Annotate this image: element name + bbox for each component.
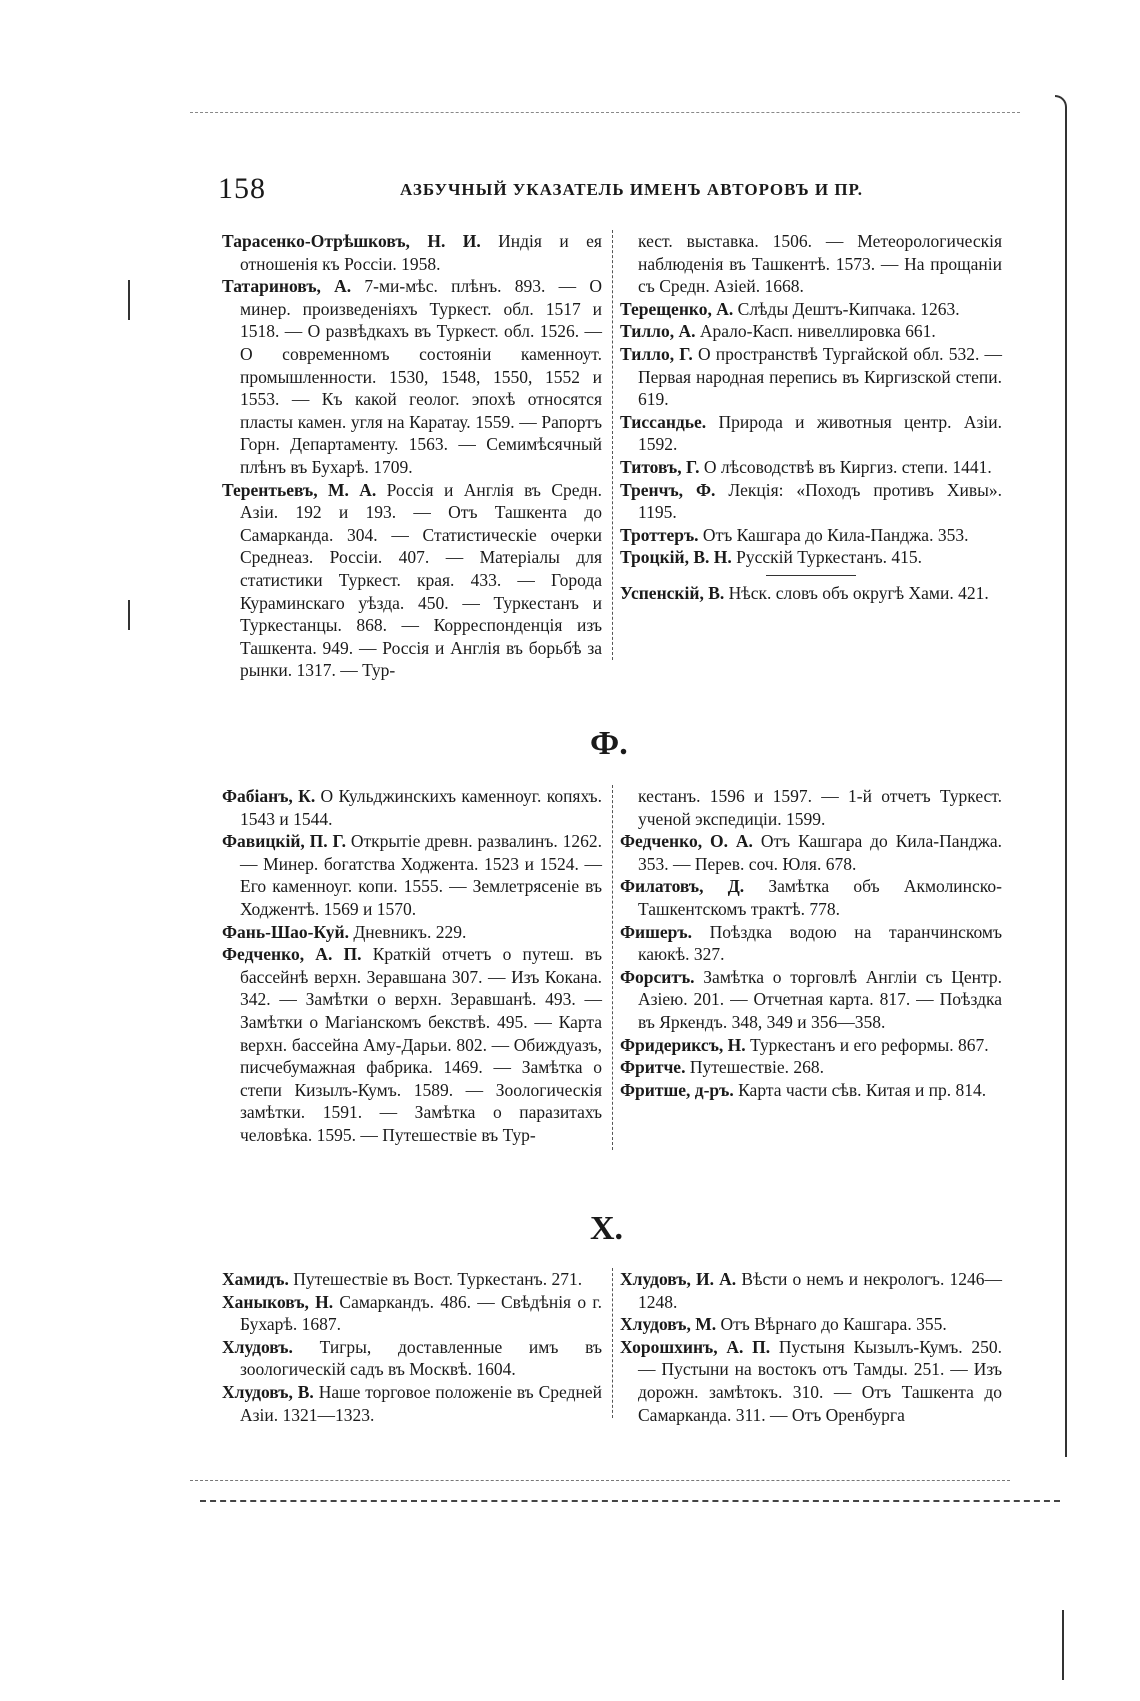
entry-text: Карта части сѣв. Китая и пр. 814. bbox=[733, 1079, 987, 1100]
index-entry bbox=[620, 966, 1002, 1034]
index-entry bbox=[620, 875, 1002, 920]
left-column bbox=[222, 785, 602, 1147]
section-letter-f: Ф. bbox=[590, 725, 628, 762]
left-column bbox=[222, 230, 602, 682]
index-entry bbox=[620, 1336, 1002, 1426]
index-entry bbox=[222, 230, 602, 275]
scan-frame-bottom-inner bbox=[190, 1480, 1010, 1481]
index-entry bbox=[222, 921, 602, 944]
author-name: Фань-Шао-Куй. bbox=[222, 921, 349, 942]
index-entry bbox=[620, 1079, 1002, 1102]
index-entry bbox=[620, 921, 1002, 966]
index-entry bbox=[620, 524, 1002, 547]
index-entry bbox=[620, 830, 1002, 875]
author-name: Фридериксъ, Н. bbox=[620, 1034, 746, 1055]
author-name: Ханыковъ, Н. bbox=[222, 1291, 334, 1312]
column-rule bbox=[612, 230, 613, 660]
section-kh bbox=[222, 1268, 1002, 1458]
index-entry bbox=[222, 479, 602, 682]
index-entry bbox=[222, 785, 602, 830]
index-entry bbox=[222, 1336, 602, 1381]
index-entry bbox=[620, 456, 1002, 479]
entry-text: Путешествіе въ Вост. Туркестанъ. 271. bbox=[288, 1269, 583, 1289]
author-name: Федченко, О. А. bbox=[620, 831, 753, 852]
entry-text: Путешествіе. 268. bbox=[685, 1057, 825, 1078]
scan-frame-bottom bbox=[200, 1500, 1060, 1502]
section-letter-kh: Х. bbox=[590, 1210, 624, 1247]
index-entry bbox=[222, 275, 602, 478]
column-rule bbox=[612, 1268, 613, 1418]
index-entry bbox=[222, 1381, 602, 1426]
column-rule bbox=[612, 785, 613, 1150]
author-name: Тренчъ, Ф. bbox=[620, 479, 716, 500]
author-name: Фритче. bbox=[620, 1057, 686, 1078]
author-name: Хлудовъ. bbox=[222, 1336, 293, 1357]
index-entry bbox=[620, 1268, 1002, 1313]
index-entry bbox=[620, 1056, 1002, 1079]
entry-text: Лекція: «Походъ противъ Хивы». 1195. bbox=[638, 479, 1002, 523]
author-name: Фритше, д-ръ. bbox=[620, 1079, 734, 1100]
left-column bbox=[222, 1268, 602, 1426]
entry-text: Дневникъ. 229. bbox=[348, 921, 467, 942]
entry-text: Наше торговое положеніе въ Средней Азіи. 1321—1323. bbox=[240, 1381, 602, 1425]
index-entry bbox=[620, 411, 1002, 456]
index-entry bbox=[222, 1291, 602, 1336]
entry-text: Слѣды Дештъ-Кипчака. 1263. bbox=[733, 298, 960, 319]
author-name: Хамидъ. bbox=[222, 1269, 289, 1289]
scan-mark bbox=[128, 600, 130, 630]
page-number: 158 bbox=[218, 172, 266, 205]
right-column bbox=[620, 785, 1002, 1101]
entry-text: 7-ми-мѣс. плѣнъ. 893. — О минер. произведеніяхъ Туркест. обл. 1517 и 1518. — О развѣдкахъ въ Туркест. обл. 1526. — О современномъ состояніи каменноут. промышленности. 1530, 1548, 1550, 1552 и 1553. — Къ какой геолог. эпохѣ относятся пласты камен. угля на Каратау. 1559. — Рапортъ Горн. Департаменту. 1563. — Семимѣсячный плѣнъ въ Бухарѣ. 1709. bbox=[240, 276, 602, 477]
section-t bbox=[222, 230, 1002, 681]
entry-text: Отъ Кашгара до Кила-Панджа. 353. bbox=[698, 524, 969, 545]
entry-text: Природа и животныя центр. Азіи. 1592. bbox=[638, 411, 1002, 455]
author-name: Хорошхинъ, А. П. bbox=[620, 1336, 771, 1357]
entry-text: Краткій отчетъ о путеш. въ бассейнѣ верхн. Зеравшана 307. — Изъ Кокана. 342. — Замѣтки о верхн. Зеравшанѣ. 493. — Замѣтки о Магіанскомъ бекствѣ. 495. — Карта верхн. бассейна Аму-Дарьи. 802. — Обиждуазъ, писчебумажная фабрика. 1469. — Замѣтка о степи Кизылъ-Кумъ. 1589. — Зоологическія замѣтки. 1591. — Замѣтка о паразитахъ человѣка. 1595. — Путешествіе въ Тур- bbox=[240, 944, 602, 1145]
entry-text: Индія и ея отношенія къ Россіи. 1958. bbox=[240, 231, 602, 274]
entry-text: Россія и Англія въ Средн. Азіи. 192 и 193. — Отъ Ташкента до Самарканда. 304. — Статистическіе очерки Среднеаз. Россіи. 407. — Матеріалы для статистики Туркест. края. 433. — Города Кураминскаго уѣзда. 450. — Туркестанъ и Туркестанцы. 868. — Корреспонденція изъ Ташкента. 949. — Россія и Англія въ борьбѣ за рынки. 1317. — Тур- bbox=[240, 479, 602, 681]
index-entry bbox=[222, 943, 602, 1146]
scan-mark bbox=[1062, 1610, 1064, 1680]
index-entry bbox=[620, 1313, 1002, 1336]
author-name: Форситъ. bbox=[620, 966, 695, 987]
index-entry bbox=[222, 830, 602, 920]
right-column bbox=[620, 230, 1002, 605]
author-name: Тилло, А. bbox=[620, 321, 696, 342]
entry-text: Отъ Вѣрнаго до Кашгара. 355. bbox=[716, 1314, 947, 1335]
entry-text: Отъ Кашгара до Кила-Панджа. 353. — Перев. соч. Юля. 678. bbox=[638, 831, 1002, 874]
entry-text: О Кульджинскихъ каменноуг. копяхъ. 1543 и 1544. bbox=[240, 786, 602, 829]
running-title: АЗБУЧНЫЙ УКАЗАТЕЛЬ ИМЕНЪ АВТОРОВЪ И ПР. bbox=[400, 180, 864, 199]
author-name: Успенскій, В. bbox=[620, 582, 725, 603]
author-name: Тарасенко-Отрѣшковъ, Н. И. bbox=[222, 231, 481, 251]
scan-mark bbox=[128, 280, 130, 320]
author-name: Фавицкій, П. Г. bbox=[222, 831, 346, 852]
index-entry bbox=[620, 320, 1002, 343]
author-name: Хлудовъ, В. bbox=[222, 1381, 314, 1402]
entry-text: Русскій Туркестанъ. 415. bbox=[731, 547, 923, 568]
entry-text: Замѣтка о торговлѣ Англіи съ Центр. Азіею. 201. — Отчетная карта. 817. — Поѣздка въ Яркендъ. 348, 349 и 356—358. bbox=[638, 966, 1002, 1032]
entry-text: Тигры, доставленные имъ въ зоологическій садъ въ Москвѣ. 1604. bbox=[240, 1336, 602, 1380]
author-name: Фишеръ. bbox=[620, 921, 692, 942]
scan-frame-top bbox=[190, 112, 1020, 113]
index-entry bbox=[620, 546, 1002, 569]
index-entry bbox=[620, 479, 1002, 524]
entry-text: Арало-Касп. нивеллировка 661. bbox=[695, 321, 936, 342]
author-name: Тиссандье. bbox=[620, 411, 707, 432]
letter-separator bbox=[766, 575, 856, 576]
entry-text: О лѣсоводствѣ въ Киргиз. степи. 1441. bbox=[699, 456, 992, 477]
author-name: Титовъ, Г. bbox=[620, 456, 700, 477]
index-entry bbox=[620, 582, 1002, 605]
author-name: Филатовъ, Д. bbox=[620, 876, 745, 897]
entry-text: Поѣздка водою на таранчинскомъ каюкѣ. 327. bbox=[638, 921, 1002, 965]
entry-text: Пустыня Кызылъ-Кумъ. 250. — Пустыни на востокъ отъ Тамды. 251. — Изъ дорожн. замѣтокъ. 310. — Отъ Ташкента до Самарканда. 311. — Отъ Оренбурга bbox=[638, 1336, 1003, 1425]
author-name: Татариновъ, А. bbox=[222, 276, 352, 297]
author-name: Тилло, Г. bbox=[620, 343, 693, 364]
author-name: Хлудовъ, М. bbox=[620, 1314, 717, 1335]
index-entry-continued bbox=[620, 785, 1002, 830]
index-entry-continued bbox=[620, 230, 1002, 298]
index-entry bbox=[620, 1034, 1002, 1057]
section-f bbox=[222, 785, 1002, 1155]
index-entry bbox=[620, 343, 1002, 411]
entry-text: Вѣсти о немъ и некрологъ. 1246—1248. bbox=[638, 1269, 1002, 1312]
entry-text: Замѣтка объ Акмолинско-Ташкентскомъ трактѣ. 778. bbox=[638, 876, 1002, 919]
author-name: Троттеръ. bbox=[620, 524, 699, 545]
author-name: Терещенко, А. bbox=[620, 298, 734, 319]
author-name: Хлудовъ, И. А. bbox=[620, 1269, 737, 1289]
author-name: Терентьевъ, М. А. bbox=[222, 479, 377, 500]
entry-text: кестанъ. 1596 и 1597. — 1-й отчетъ Туркест. ученой экспедиціи. 1599. bbox=[638, 786, 1002, 829]
index-entry bbox=[620, 298, 1002, 321]
scan-frame-right bbox=[1055, 95, 1067, 1457]
author-name: Федченко, А. П. bbox=[222, 944, 362, 965]
author-name: Троцкій, В. Н. bbox=[620, 547, 732, 568]
entry-text: Нѣск. словъ объ округѣ Хами. 421. bbox=[724, 582, 989, 603]
entry-text: кест. выставка. 1506. — Метеорологическія наблюденія въ Ташкентѣ. 1573. — На прощаніи съ Средн. Азіей. 1668. bbox=[638, 231, 1002, 297]
author-name: Фабіанъ, К. bbox=[222, 786, 316, 806]
index-entry bbox=[222, 1268, 602, 1291]
right-column bbox=[620, 1268, 1002, 1426]
entry-text: Туркестанъ и его реформы. 867. bbox=[745, 1034, 989, 1055]
entry-text: Открытіе древн. развалинъ. 1262. — Минер. богатства Ходжента. 1523 и 1524. — Его каменноуг. копи. 1555. — Землетрясеніе въ Ходжентѣ. 1569 и 1570. bbox=[240, 831, 602, 919]
entry-text: О пространствѣ Тургайской обл. 532. — Первая народная перепись въ Киргизской степи. 619. bbox=[638, 343, 1002, 410]
entry-text: Самаркандъ. 486. — Свѣдѣнія о г. Бухарѣ. 1687. bbox=[240, 1291, 602, 1335]
